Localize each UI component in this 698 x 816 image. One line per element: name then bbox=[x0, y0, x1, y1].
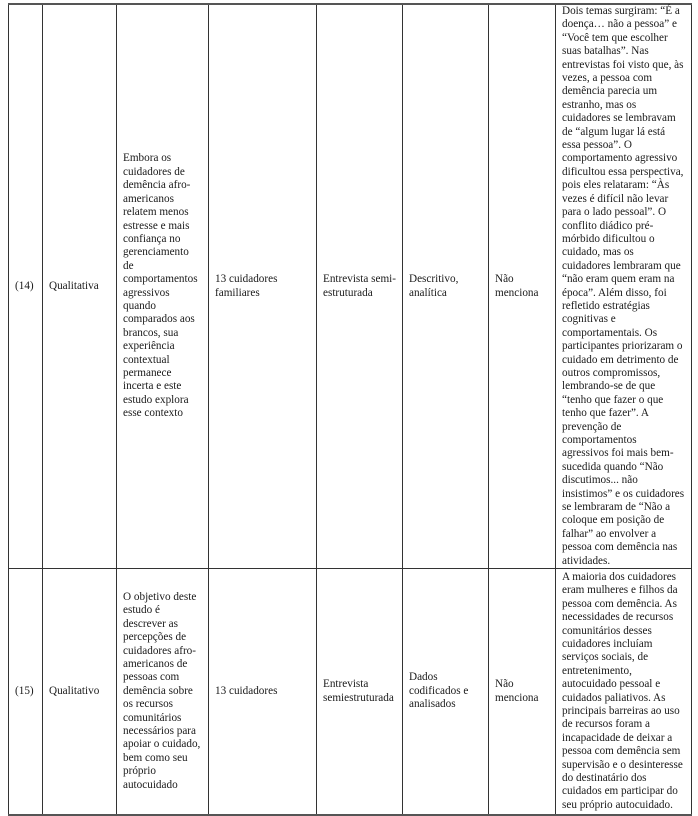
data-collection-cell: Entrevista semi-estruturada bbox=[317, 4, 403, 569]
studies-table bbox=[8, 3, 692, 816]
study-id-cell: (15) bbox=[9, 569, 43, 816]
study-sample-cell: 13 cuidadores bbox=[209, 569, 317, 816]
analysis-cell: Dados codificados e analisados bbox=[403, 569, 489, 816]
theory-cell: Não menciona bbox=[489, 569, 556, 816]
data-collection-cell: Entrevista semiestruturada bbox=[317, 569, 403, 816]
study-design-cell: Qualitativo bbox=[43, 569, 117, 816]
study-objective-cell: O objetivo deste estudo é descrever as percepções de cuidadores afro-americanos de pessoas com demência sobre os recursos comunitários necessários para apoiar o cuidado, bem como seu próprio autocuidado bbox=[117, 569, 209, 816]
study-design-cell: Qualitativa bbox=[43, 4, 117, 569]
study-sample-cell: 13 cuidadores familiares bbox=[209, 4, 317, 569]
findings-cell: A maioria dos cuidadores eram mulheres e filhos da pessoa com demência. As necessidades de recursos comunitários desses cuidadores incluíam serviços sociais, de entretenimento, autocuidado pessoal e cuidados paliativos. As principais barreiras ao uso de recursos foram a incapacidade de deixar a pessoa com demência sem supervisão e o desinteresse do destinatário dos cuidados em participar do seu próprio autocuidado. bbox=[556, 569, 692, 816]
table-row bbox=[9, 569, 692, 816]
findings-cell: Dois temas surgiram: “É a doença… não a pessoa” e “Você tem que escolher suas batalhas”. Nas entrevistas foi visto que, às vezes, a pessoa com demência parecia um estranho, mas os cuidadores se lembravam de “algum lugar lá está essa pessoa”. O comportamento agressivo dificultou essa perspectiva, pois eles relataram: “Às vezes é difícil não levar para o lado pessoal”. O conflito diádico pré-mórbido dificultou o cuidado, mas os cuidadores lembraram que “não eram quem eram na época”. Além disso, foi refletido estratégias cognitivas e comportamentais. Os participantes priorizaram o cuidado em detrimento de outros compromissos, lembrando-se de que “tenho que fazer o que tenho que fazer”. A prevenção de comportamentos agressivos foi mais bem-sucedida quando “Não discutimos... não insistimos” e os cuidadores se lembraram de “Não a coloque em posição de falhar” ao envolver a pessoa com demência nas atividades. bbox=[556, 4, 692, 569]
analysis-cell: Descritivo, analítica bbox=[403, 4, 489, 569]
table-row bbox=[9, 4, 692, 569]
study-objective-cell: Embora os cuidadores de demência afro-americanos relatem menos estresse e mais confiança no gerenciamento de comportamentos agressivos quando comparados aos brancos, sua experiência contextual permanece incerta e este estudo explora esse contexto bbox=[117, 4, 209, 569]
theory-cell: Não menciona bbox=[489, 4, 556, 569]
study-id-cell: (14) bbox=[9, 4, 43, 569]
